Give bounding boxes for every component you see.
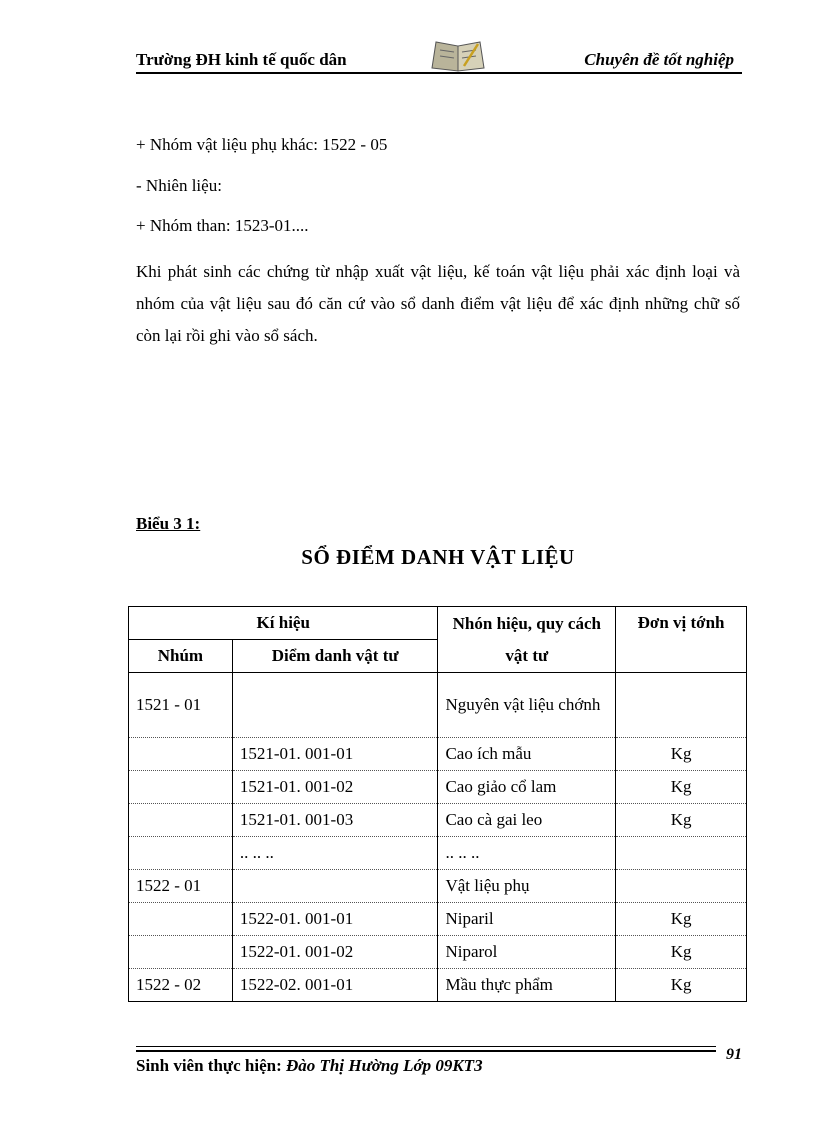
cell-nhom [129,771,233,804]
cell-nhom: 1521 - 01 [129,673,233,738]
header-university: Trường ĐH kinh tế quốc dân [136,50,347,69]
header-title: Chuyên đề tốt nghiệp [584,50,734,69]
cell-name: Mầu thực phẩm [438,969,616,1002]
figure-label: Biểu 3 1: [136,514,201,533]
cell-name: Cao giảo cổ lam [438,771,616,804]
cell-code: 1522-01. 001-02 [232,936,438,969]
cell-code: 1522-02. 001-01 [232,969,438,1002]
footer-student-name: Đào Thị Hường Lớp 09KT3 [286,1056,483,1075]
cell-nhom [129,738,233,771]
material-catalog-table [128,606,747,1002]
table-row [129,837,747,870]
cell-nhom [129,936,233,969]
header-don-vi: Đơn vị tớnh [616,607,747,673]
text-line: + Nhóm than: 1523-01.... [136,216,309,235]
cell-name: Nguyên vật liệu chớnh [438,673,616,738]
header-nhom: Nhúm [129,640,233,673]
cell-nhom: 1522 - 01 [129,870,233,903]
cell-name: Cao cà gai leo [438,804,616,837]
table-row [129,673,747,738]
cell-unit [616,837,747,870]
header-ki-hieu: Kí hiệu [129,607,438,640]
cell-unit: Kg [616,936,747,969]
table-row [129,738,747,771]
cell-unit: Kg [616,903,747,936]
table-row [129,771,747,804]
cell-name: Niparil [438,903,616,936]
cell-nhom [129,837,233,870]
body-paragraph: Khi phát sinh các chứng từ nhập xuất vật liệu, kế toán vật liệu phải xác định loại và nhóm của vật liệu sau đó căn cứ vào sổ danh điểm vật liệu để xác định những chữ số còn lại rồi ghi vào sổ sách. [136,262,740,345]
table-row [129,804,747,837]
cell-unit [616,673,747,738]
cell-nhom [129,903,233,936]
cell-code [232,673,438,738]
page-number: 91 [726,1046,742,1063]
cell-unit: Kg [616,738,747,771]
cell-unit [616,870,747,903]
table-row [129,870,747,903]
page-footer [136,1056,483,1076]
table-title: SỔ ĐIỂM DANH VẬT LIỆU [301,545,575,569]
cell-nhom [129,804,233,837]
table-row [129,903,747,936]
cell-name: Niparol [438,936,616,969]
table-header-row [129,607,747,640]
header-diem-danh: Diểm danh vật tư [232,640,438,673]
cell-unit: Kg [616,969,747,1002]
footer-divider [136,1046,716,1047]
cell-name: Vật liệu phụ [438,870,616,903]
header-nhan-hieu: Nhón hiệu, quy cách vật tư [438,607,616,673]
open-book-icon [428,38,488,72]
text-line: + Nhóm vật liệu phụ khác: 1522 - 05 [136,135,388,154]
cell-name: .. .. .. [438,837,616,870]
table-row [129,936,747,969]
text-line: - Nhiên liệu: [136,176,222,195]
cell-unit: Kg [616,771,747,804]
cell-unit: Kg [616,804,747,837]
footer-divider [136,1050,716,1052]
cell-name: Cao ích mẫu [438,738,616,771]
table-row [129,969,747,1002]
cell-code: 1521-01. 001-02 [232,771,438,804]
cell-nhom: 1522 - 02 [129,969,233,1002]
page-header [136,38,742,74]
cell-code: 1521-01. 001-03 [232,804,438,837]
cell-code: 1522-01. 001-01 [232,903,438,936]
cell-code: .. .. .. [232,837,438,870]
footer-label: Sinh viên thực hiện: [136,1056,287,1075]
cell-code: 1521-01. 001-01 [232,738,438,771]
cell-code [232,870,438,903]
header-divider [136,72,742,74]
